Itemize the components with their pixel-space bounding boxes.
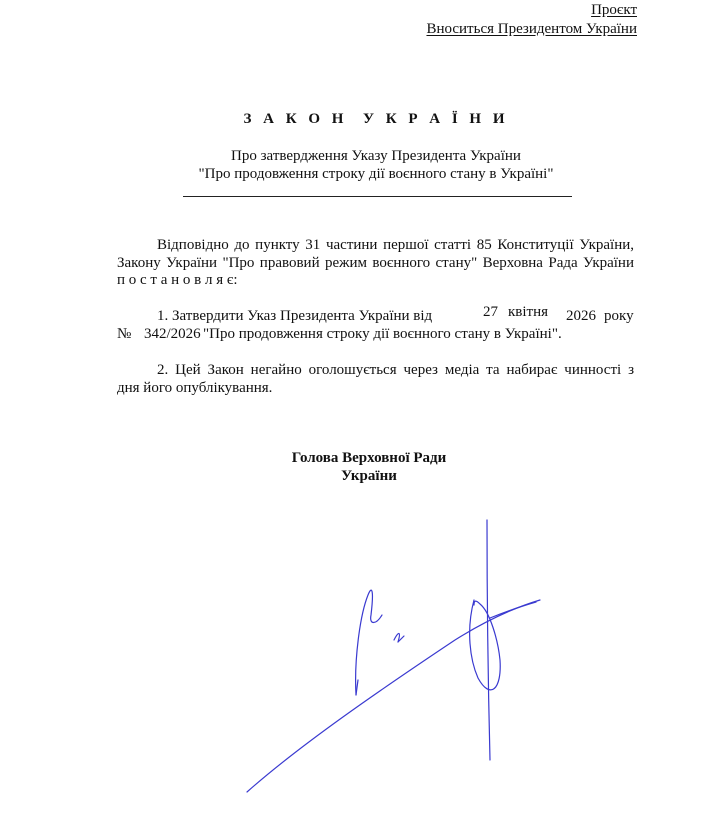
project-label: Проєкт [591, 2, 637, 18]
decree-month: квітня [508, 304, 549, 320]
number-sign: № [117, 326, 132, 342]
law-heading: З А К О Н У К Р А Ї Н И [243, 111, 509, 127]
decree-year: 2026 [566, 308, 596, 324]
submitted-by-label: Вноситься Президентом України [426, 21, 637, 37]
signatory-title-line-1: Голова Верховної Ради [291, 450, 447, 466]
preamble-line-3: п о с т а н о в л я є: [117, 272, 238, 288]
decree-day: 27 [483, 304, 498, 320]
law-subtitle-line-1: Про затвердження Указу Президента України [231, 148, 521, 164]
signatory-title-line-2: України [341, 468, 397, 484]
item-1-lead: 1. Затвердити Указ Президента України від [157, 308, 433, 324]
decree-title: "Про продовження строку дії воєнного стану в Україні". [203, 326, 562, 342]
decree-year-word: року [604, 308, 634, 324]
item-2-line-1: 2. Цей Закон негайно оголошується через медіа та набирає чинності з [157, 362, 634, 378]
preamble-line-1: Відповідно до пункту 31 частини першої статті 85 Конституції України, [157, 237, 634, 253]
item-2-line-2: дня його опублікування. [117, 380, 273, 396]
preamble-line-2: Закону України "Про правовий режим воєнного стану" Верховна Рада України [117, 255, 634, 271]
decree-number: 342/2026 [144, 326, 201, 342]
law-subtitle-line-2: "Про продовження строку дії воєнного стану в Україні" [198, 166, 554, 182]
